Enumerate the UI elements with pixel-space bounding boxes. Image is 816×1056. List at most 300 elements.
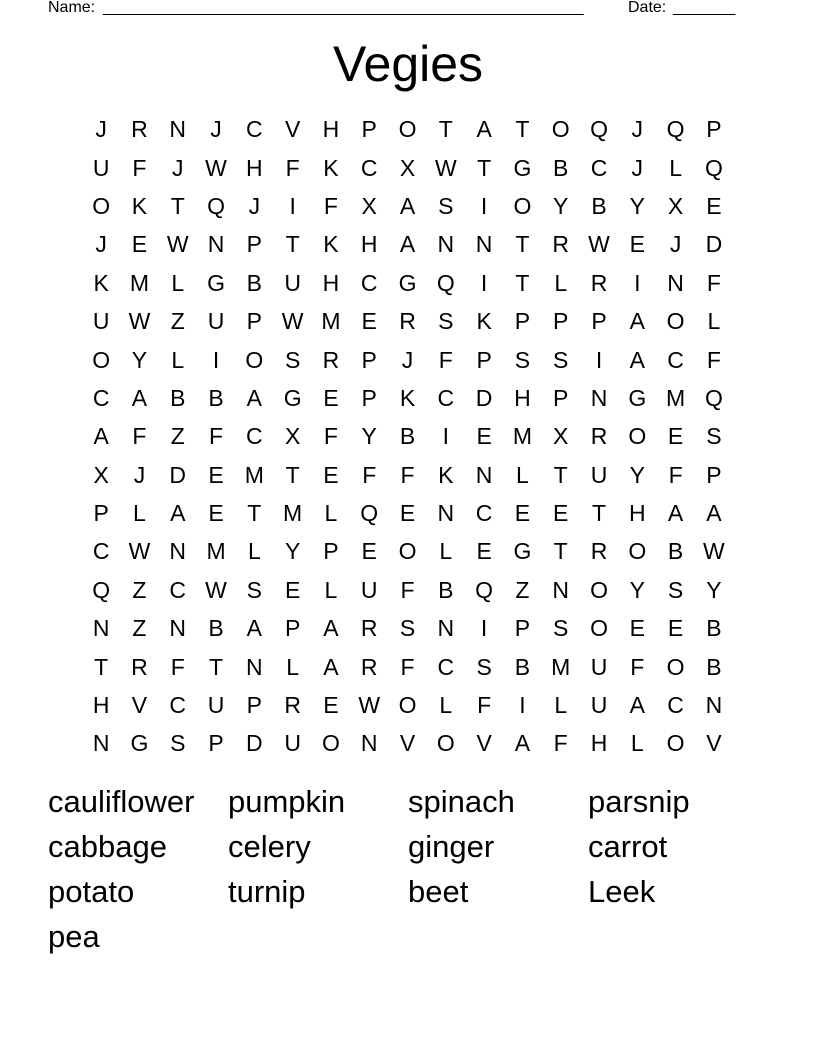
word-list (48, 779, 768, 959)
grid-letter: R (590, 538, 608, 565)
grid-letter: R (131, 653, 148, 680)
grid-letter: Q (704, 384, 723, 411)
grid-letter: L (707, 308, 721, 335)
grid-letter: N (437, 231, 455, 258)
grid-row (82, 225, 734, 263)
grid-letter: P (246, 231, 262, 258)
grid-letter: F (706, 269, 721, 296)
grid-letter: G (398, 269, 417, 296)
grid-letter: C (92, 538, 110, 565)
grid-letter: C (246, 116, 263, 143)
grid-letter: R (360, 653, 378, 680)
grid-letter: P (246, 308, 262, 335)
grid-letter: F (706, 346, 721, 373)
grid-letter: C (475, 500, 493, 527)
grid-letter: E (208, 500, 224, 527)
grid-letter: N (475, 461, 493, 488)
grid-letter: T (94, 653, 109, 680)
grid-letter: Q (704, 154, 723, 181)
grid-row (82, 647, 734, 685)
grid-letter: Q (360, 500, 379, 527)
grid-letter: A (514, 730, 531, 757)
grid-letter: F (477, 692, 492, 719)
grid-letter: A (629, 346, 645, 373)
grid-letter: E (629, 615, 645, 642)
grid-letter: B (246, 269, 262, 296)
grid-letter: O (245, 346, 264, 373)
grid-letter: P (514, 308, 531, 335)
grid-row (82, 724, 734, 762)
grid-letter: A (629, 308, 645, 335)
grid-letter: N (590, 384, 608, 411)
grid-letter: S (246, 576, 262, 603)
word-list-item: cabbage (48, 829, 167, 864)
grid-row (82, 340, 734, 378)
grid-letter: E (476, 423, 492, 450)
grid-letter: L (171, 269, 185, 296)
grid-letter: E (706, 192, 722, 219)
grid-letter: K (323, 231, 339, 258)
grid-letter: P (476, 346, 492, 373)
grid-letter: W (281, 308, 304, 335)
grid-letter: O (666, 653, 685, 680)
grid-letter: B (706, 653, 722, 680)
word-list-item: carrot (588, 829, 668, 864)
grid-letter: H (322, 269, 340, 296)
grid-letter: A (246, 384, 262, 411)
grid-letter: P (284, 615, 301, 642)
grid-letter: W (434, 154, 457, 181)
grid-letter: M (321, 308, 341, 335)
grid-letter: N (437, 615, 455, 642)
grid-letter: T (285, 231, 300, 258)
grid-letter: J (631, 154, 644, 181)
grid-letter: P (553, 308, 569, 335)
grid-letter: O (92, 346, 111, 373)
grid-letter: J (210, 116, 222, 143)
grid-letter: T (477, 154, 492, 181)
grid-letter: B (706, 615, 722, 642)
grid-letter: E (553, 500, 569, 527)
grid-letter: I (519, 692, 526, 719)
grid-letter: O (398, 538, 417, 565)
grid-letter: N (552, 576, 570, 603)
word-list-item: cauliflower (48, 784, 195, 819)
grid-letter: S (514, 346, 531, 373)
grid-letter: W (703, 538, 725, 565)
grid-letter: O (398, 116, 417, 143)
grid-letter: H (514, 384, 531, 411)
grid-letter: U (207, 308, 225, 335)
grid-letter: E (476, 538, 492, 565)
grid-letter: B (553, 154, 569, 181)
grid-letter: I (480, 192, 488, 219)
grid-letter: L (554, 269, 568, 296)
grid-letter: D (169, 461, 187, 488)
grid-letter: Z (132, 615, 147, 642)
grid-letter: P (361, 116, 377, 143)
grid-letter: O (551, 116, 570, 143)
grid-letter: P (361, 346, 377, 373)
grid-letter: Y (629, 461, 645, 488)
grid-row (82, 609, 734, 647)
grid-letter: J (669, 231, 682, 258)
grid-letter: O (666, 730, 685, 757)
grid-letter: J (631, 116, 644, 143)
grid-letter: P (93, 500, 109, 527)
word-list-item: beet (408, 874, 469, 909)
grid-letter: E (399, 500, 416, 527)
grid-letter: S (284, 346, 301, 373)
grid-letter: O (628, 423, 647, 450)
grid-letter: X (399, 154, 416, 181)
grid-letter: I (595, 346, 603, 373)
grid-letter: N (92, 615, 110, 642)
grid-letter: Y (361, 423, 377, 450)
grid-letter: I (480, 615, 488, 642)
grid-letter: K (438, 461, 454, 488)
grid-letter: M (666, 384, 686, 411)
grid-letter: W (205, 154, 227, 181)
grid-letter: R (322, 346, 340, 373)
word-row (48, 869, 768, 914)
grid-letter: J (95, 231, 107, 258)
grid-letter: O (513, 192, 532, 219)
grid-letter: S (667, 576, 684, 603)
word-row (48, 824, 768, 869)
grid-letter: K (93, 269, 109, 296)
grid-letter: S (438, 308, 454, 335)
grid-row (82, 417, 734, 455)
grid-letter: E (361, 308, 377, 335)
grid-letter: A (246, 615, 262, 642)
word-list-item: pea (48, 919, 100, 954)
grid-letter: U (360, 576, 378, 603)
grid-letter: K (399, 384, 416, 411)
grid-letter: W (205, 576, 227, 603)
grid-letter: D (246, 730, 263, 757)
grid-letter: M (206, 538, 226, 565)
grid-letter: C (246, 423, 263, 450)
word-list-item: potato (48, 874, 135, 909)
header-line (48, 0, 748, 20)
grid-letter: B (208, 615, 224, 642)
grid-letter: T (553, 461, 568, 488)
grid-letter: E (667, 423, 684, 450)
grid-letter: C (92, 384, 110, 411)
grid-letter: T (247, 500, 262, 527)
grid-letter: U (590, 461, 608, 488)
grid-letter: I (212, 346, 220, 373)
grid-letter: N (169, 116, 187, 143)
grid-letter: F (323, 423, 338, 450)
grid-letter: P (246, 692, 262, 719)
grid-letter: R (552, 231, 570, 258)
grid-letter: C (169, 692, 187, 719)
grid-letter: N (475, 231, 493, 258)
grid-letter: P (514, 615, 531, 642)
grid-letter: E (629, 231, 645, 258)
grid-letter: P (323, 538, 339, 565)
grid-letter: L (247, 538, 261, 565)
grid-letter: H (322, 116, 340, 143)
grid-row (82, 264, 734, 302)
grid-letter: Q (436, 269, 455, 296)
grid-letter: E (208, 461, 224, 488)
grid-letter: A (706, 500, 722, 527)
date-label: Date: (628, 0, 667, 16)
word-list-item: spinach (408, 784, 515, 819)
grid-letter: P (553, 384, 569, 411)
grid-letter: N (667, 269, 684, 296)
name-field-blank: ______________________________________________________ (103, 0, 584, 16)
grid-letter: G (283, 384, 302, 411)
grid-letter: S (553, 615, 569, 642)
grid-letter: J (171, 154, 184, 181)
grid-letter: D (705, 231, 723, 258)
grid-letter: E (323, 461, 339, 488)
grid-letter: X (284, 423, 301, 450)
grid-letter: L (171, 346, 185, 373)
grid-letter: S (706, 423, 722, 450)
grid-letter: O (398, 692, 417, 719)
grid-letter: I (442, 423, 450, 450)
grid-letter: F (400, 576, 415, 603)
grid-row (82, 686, 734, 724)
grid-row (82, 187, 734, 225)
grid-letter: N (207, 231, 225, 258)
grid-letter: V (284, 116, 301, 143)
grid-letter: C (169, 576, 187, 603)
grid-letter: N (92, 730, 110, 757)
grid-letter: M (512, 423, 532, 450)
grid-letter: L (439, 692, 453, 719)
grid-letter: L (516, 461, 529, 488)
grid-letter: L (133, 500, 146, 527)
grid-letter: V (131, 692, 148, 719)
grid-letter: S (438, 192, 454, 219)
grid-letter: Z (170, 423, 185, 450)
grid-letter: K (131, 192, 148, 219)
grid-letter: S (553, 346, 569, 373)
grid-letter: Q (92, 576, 111, 603)
grid-letter: R (131, 116, 148, 143)
grid-letter: Y (553, 192, 569, 219)
grid-letter: I (634, 269, 641, 296)
grid-letter: Y (629, 192, 645, 219)
grid-letter: O (590, 576, 608, 603)
grid-letter: A (399, 192, 416, 219)
grid-letter: M (129, 269, 150, 296)
grid-letter: Z (170, 308, 185, 335)
grid-letter: Q (666, 116, 685, 143)
grid-letter: V (476, 730, 492, 757)
grid-row (82, 494, 734, 532)
grid-letter: U (590, 653, 608, 680)
grid-letter: N (360, 730, 378, 757)
grid-letter: H (246, 154, 263, 181)
name-label: Name: (48, 0, 96, 16)
grid-letter: M (283, 500, 303, 527)
grid-letter: C (437, 653, 455, 680)
grid-letter: Z (132, 576, 147, 603)
grid-letter: N (437, 500, 455, 527)
grid-letter: H (360, 231, 378, 258)
grid-letter: M (244, 461, 264, 488)
date-field-blank: _______ (673, 0, 736, 16)
grid-letter: C (667, 692, 684, 719)
grid-letter: P (361, 384, 377, 411)
grid-letter: P (208, 730, 224, 757)
grid-letter: K (323, 154, 339, 181)
grid-letter: A (667, 500, 684, 527)
grid-letter: O (436, 730, 455, 757)
grid-letter: E (323, 384, 339, 411)
grid-letter: E (667, 615, 684, 642)
grid-letter: P (706, 116, 722, 143)
grid-letter: Y (629, 576, 645, 603)
grid-letter: W (166, 231, 189, 258)
grid-letter: N (246, 653, 263, 680)
grid-letter: F (362, 461, 377, 488)
grid-letter: H (92, 692, 110, 719)
grid-row (82, 110, 734, 148)
grid-letter: I (289, 192, 296, 219)
grid-letter: F (400, 653, 415, 680)
grid-letter: A (93, 423, 109, 450)
word-list-item: celery (228, 829, 311, 864)
grid-letter: B (438, 576, 454, 603)
grid-letter: G (207, 269, 225, 296)
grid-letter: U (590, 692, 608, 719)
word-row (48, 779, 768, 824)
grid-letter: Q (590, 116, 608, 143)
grid-letter: F (630, 653, 645, 680)
grid-letter: Y (706, 576, 722, 603)
grid-letter: H (590, 730, 608, 757)
grid-letter: B (514, 653, 531, 680)
grid-letter: B (208, 384, 224, 411)
grid-letter: F (438, 346, 453, 373)
grid-letter: X (93, 461, 109, 488)
grid-letter: Y (131, 346, 148, 373)
grid-letter: U (92, 308, 110, 335)
grid-letter: F (323, 192, 338, 219)
grid-letter: T (553, 538, 568, 565)
grid-letter: L (669, 154, 682, 181)
letter-grid (82, 110, 734, 763)
grid-letter: N (169, 538, 187, 565)
grid-letter: L (324, 500, 338, 527)
grid-letter: N (169, 615, 187, 642)
grid-letter: A (629, 692, 645, 719)
grid-row (82, 148, 734, 186)
grid-letter: H (628, 500, 646, 527)
word-row (48, 914, 768, 959)
grid-letter: A (399, 231, 416, 258)
grid-letter: O (590, 615, 608, 642)
grid-row (82, 532, 734, 570)
grid-letter: I (480, 269, 488, 296)
grid-row (82, 302, 734, 340)
grid-letter: X (667, 192, 684, 219)
grid-letter: U (284, 269, 301, 296)
grid-letter: J (133, 461, 146, 488)
grid-letter: S (399, 615, 416, 642)
grid-letter: Z (515, 576, 530, 603)
grid-letter: T (438, 116, 453, 143)
grid-letter: F (170, 653, 185, 680)
grid-letter: G (130, 730, 149, 757)
grid-letter: R (284, 692, 301, 719)
grid-letter: L (324, 576, 338, 603)
grid-letter: E (361, 538, 377, 565)
grid-letter: X (553, 423, 569, 450)
grid-letter: G (513, 538, 532, 565)
grid-letter: G (628, 384, 647, 411)
grid-letter: V (706, 730, 722, 757)
grid-row (82, 571, 734, 609)
grid-letter: J (95, 116, 107, 143)
grid-letter: R (360, 615, 378, 642)
grid-letter: B (170, 384, 186, 411)
grid-letter: F (209, 423, 224, 450)
grid-letter: D (475, 384, 493, 411)
grid-letter: L (630, 730, 644, 757)
grid-letter: Q (475, 576, 494, 603)
grid-letter: W (128, 538, 151, 565)
grid-letter: J (401, 346, 414, 373)
grid-letter: M (551, 653, 571, 680)
grid-letter: F (285, 154, 300, 181)
word-list-item: ginger (408, 829, 495, 864)
word-list-item: parsnip (588, 784, 690, 819)
grid-letter: S (476, 653, 492, 680)
grid-letter: G (513, 154, 532, 181)
grid-letter: F (132, 154, 147, 181)
grid-letter: E (514, 500, 531, 527)
word-list-item: Leek (588, 874, 656, 909)
grid-letter: O (92, 192, 111, 219)
grid-letter: K (476, 308, 492, 335)
grid-letter: F (132, 423, 147, 450)
grid-letter: Q (207, 192, 225, 219)
grid-letter: F (553, 730, 568, 757)
word-list-item: pumpkin (228, 784, 346, 819)
grid-letter: L (439, 538, 453, 565)
grid-letter: P (706, 461, 722, 488)
grid-letter: T (170, 192, 185, 219)
grid-letter: O (321, 730, 340, 757)
grid-letter: B (667, 538, 684, 565)
grid-letter: B (399, 423, 416, 450)
grid-letter: T (515, 231, 530, 258)
grid-letter: W (358, 692, 381, 719)
grid-letter: O (628, 538, 647, 565)
grid-letter: L (286, 653, 300, 680)
grid-letter: E (323, 692, 339, 719)
grid-letter: Y (284, 538, 301, 565)
grid-letter: O (666, 308, 685, 335)
grid-letter: A (170, 500, 186, 527)
grid-letter: J (248, 192, 261, 219)
grid-letter: T (209, 653, 224, 680)
grid-letter: T (515, 269, 530, 296)
grid-letter: T (591, 500, 607, 527)
grid-row (82, 456, 734, 494)
grid-letter: C (590, 154, 608, 181)
grid-letter: R (399, 308, 416, 335)
